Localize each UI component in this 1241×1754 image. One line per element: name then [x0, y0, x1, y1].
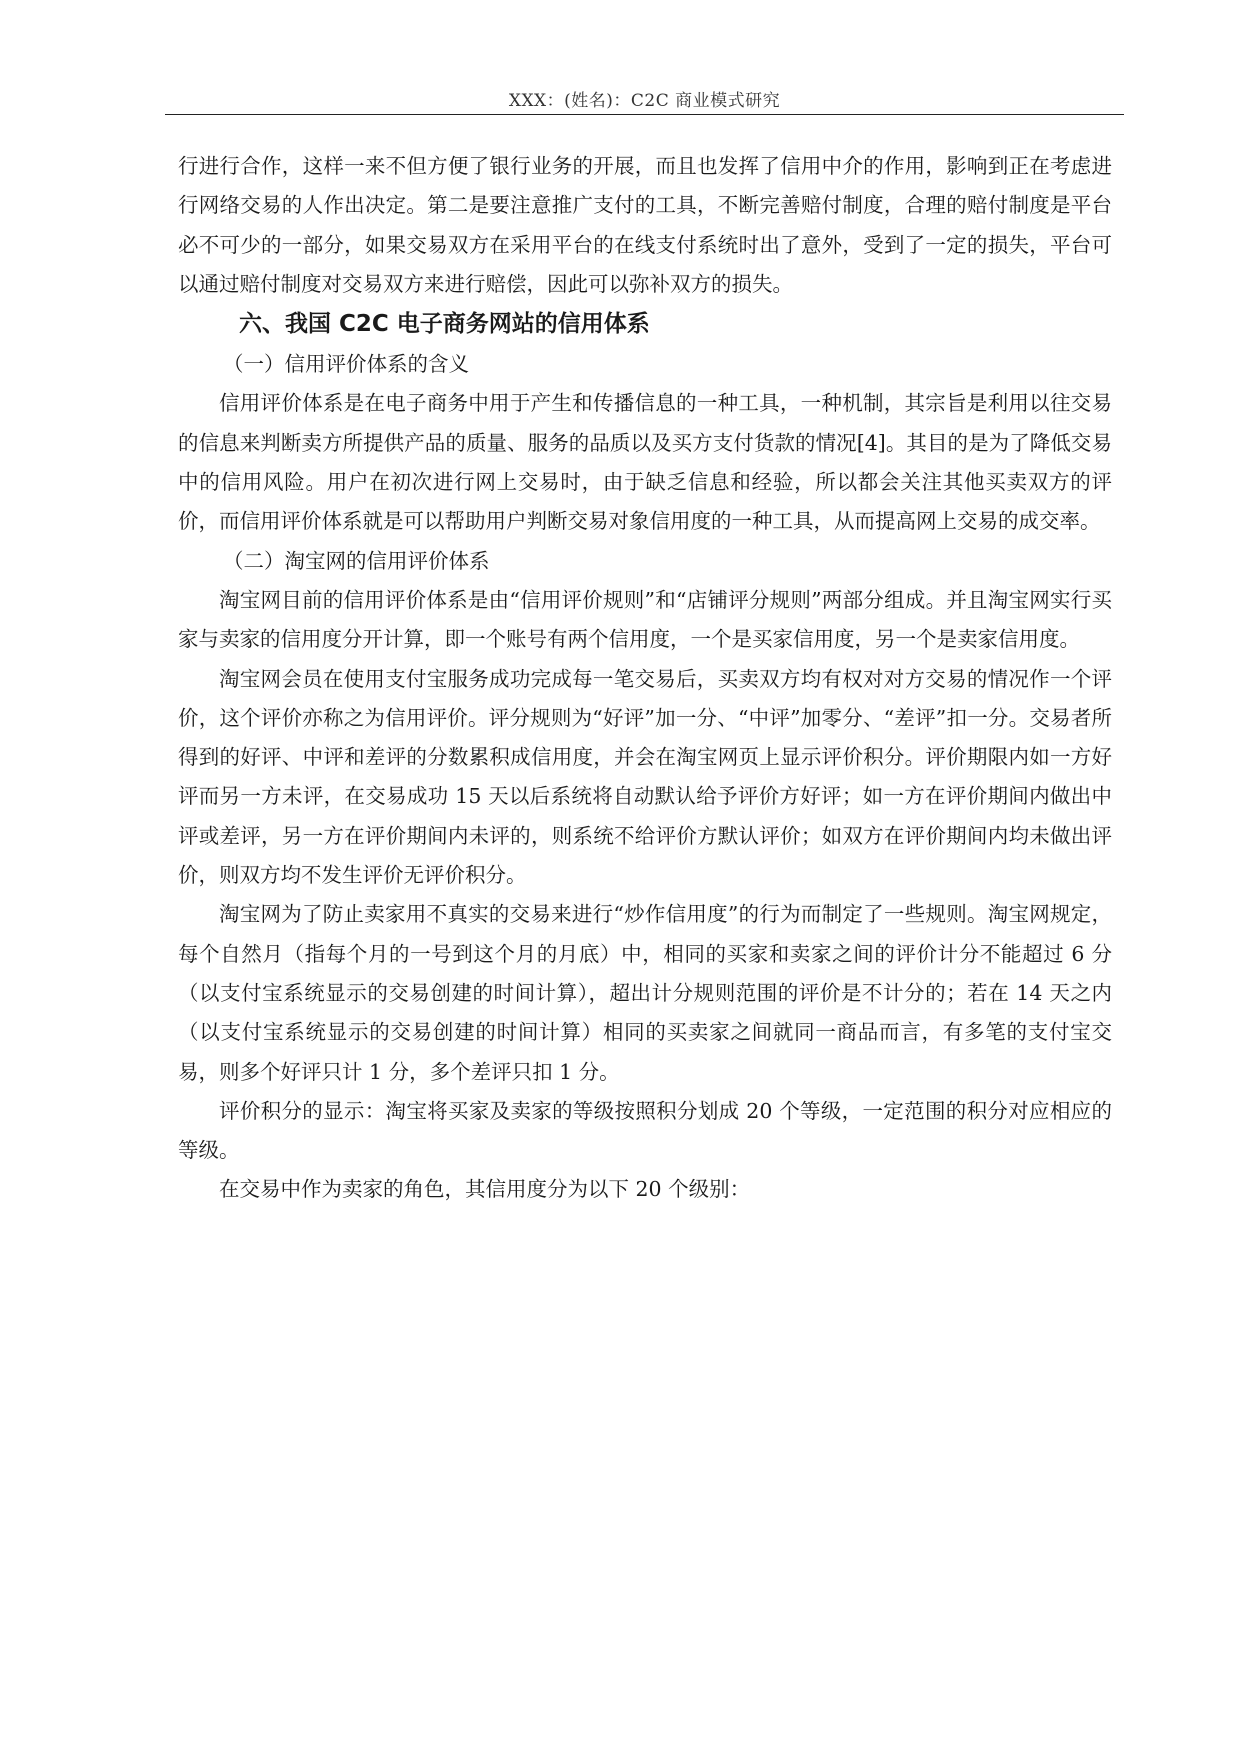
paragraph-anti-fraud-rules: 淘宝网为了防止卖家用不真实的交易来进行“炒作信用度”的行为而制定了一些规则。淘宝网规定，每个自然月（指每个月的一号到这个月的月底）中，相同的买家和卖家之间的评价计分不能超过 6 分（以支付宝系统显示的交易创建的时间计算），超出计分规则范围的评价是不计分的；若在 14 天之内（以支付宝系统显示的交易创建的时间计算）相同的买卖家之间就同一商品而言，有多笔的支付宝交易，则多个好评只计 1 分，多个差评只扣 1 分。	[178, 902, 1112, 1084]
subsection-heading-2: （二）淘宝网的信用评价体系	[223, 548, 490, 573]
paragraph-credit-system-definition: 信用评价体系是在电子商务中用于产生和传播信息的一种工具，一种机制，其宗旨是利用以往交易的信息来判断卖方所提供产品的质量、服务的品质以及买方支付货款的情况[4]。其目的是为了降低交易中的信用风险。用户在初次进行网上交易时，由于缺乏信息和经验，所以都会关注其他买卖双方的评价，而信用评价体系就是可以帮助用户判断交易对象信用度的一种工具，从而提高网上交易的成交率。	[178, 391, 1112, 534]
section-heading: 六、我国 C2C 电子商务网站的信用体系	[239, 311, 650, 338]
continuation-paragraph: 行进行合作，这样一来不但方便了银行业务的开展，而且也发挥了信用中介的作用，影响到正在考虑进行网络交易的人作出决定。第二是要注意推广支付的工具，不断完善赔付制度，合理的赔付制度是平台必不可少的一部分，如果交易双方在采用平台的在线支付系统时出了意外，受到了一定的损失，平台可以通过赔付制度对交易双方来进行赔偿，因此可以弥补双方的损失。	[178, 154, 1112, 296]
paragraph-score-display: 评价积分的显示：淘宝将买家及卖家的等级按照积分划成 20 个等级，一定范围的积分对应相应的等级。	[178, 1098, 1112, 1163]
page-content	[178, 147, 1112, 1210]
subsection-heading-1: （一）信用评价体系的含义	[223, 352, 469, 377]
running-header: XXX：(姓名)：C2C 商业模式研究	[508, 91, 781, 111]
header-rule	[165, 114, 1124, 115]
paragraph-seller-levels-intro: 在交易中作为卖家的角色，其信用度分为以下 20 个级别：	[219, 1177, 751, 1202]
paragraph-taobao-overview: 淘宝网目前的信用评价体系是由“信用评价规则”和“店铺评分规则”两部分组成。并且淘宝网实行买家与卖家的信用度分开计算，即一个账号有两个信用度，一个是买家信用度，另一个是卖家信用度。	[178, 587, 1112, 652]
paragraph-rating-rules: 淘宝网会员在使用支付宝服务成功完成每一笔交易后，买卖双方均有权对对方交易的情况作一个评价，这个评价亦称之为信用评价。评分规则为“好评”加一分、“中评”加零分、“差评”扣一分。交易者所得到的好评、中评和差评的分数累积成信用度，并会在淘宝网页上显示评价积分。评价期限内如一方好评而另一方未评，在交易成功 15 天以后系统将自动默认给予评价方好评；如一方在评价期间内做出中评或差评，另一方在评价期间内未评的，则系统不给评价方默认评价；如双方在评价期间内均未做出评价，则双方均不发生评价无评价积分。	[178, 666, 1112, 888]
